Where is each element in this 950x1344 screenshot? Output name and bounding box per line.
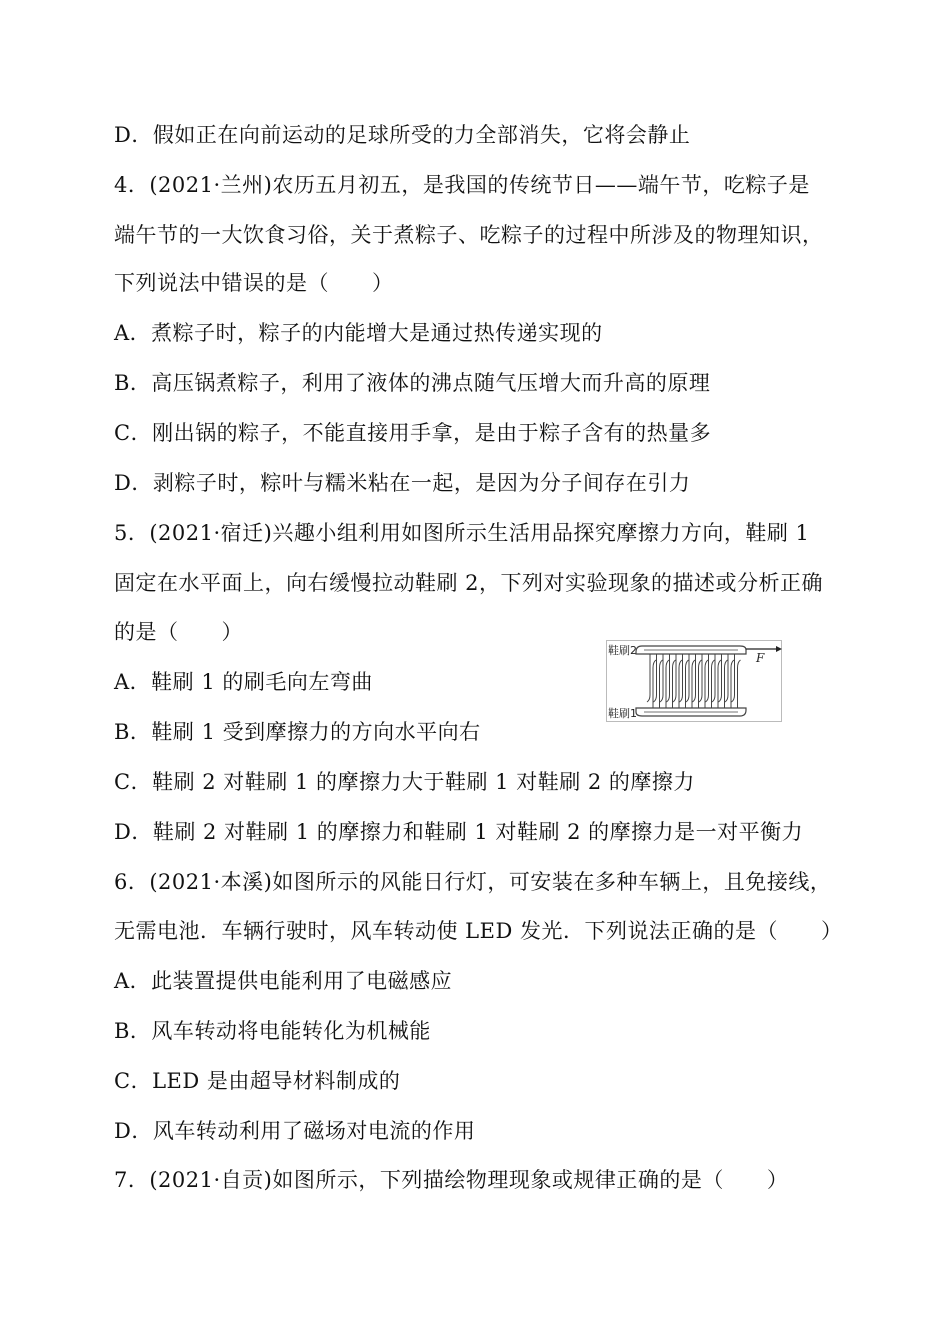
q5-stem-line-3: 的是（ ） bbox=[114, 620, 243, 644]
q6-option-b: B．风车转动将电能转化为机械能 bbox=[114, 1019, 431, 1043]
q4-stem-line-1: 4．(2021·兰州)农历五月初五，是我国的传统节日——端午节，吃粽子是 bbox=[114, 173, 810, 197]
q4-option-a: A．煮粽子时，粽子的内能增大是通过热传递实现的 bbox=[114, 321, 603, 345]
brush-2-label: 鞋刷2 bbox=[608, 644, 637, 657]
q6-option-d: D．风车转动利用了磁场对电流的作用 bbox=[114, 1119, 476, 1143]
q5-option-a: A．鞋刷 1 的刷毛向左弯曲 bbox=[114, 670, 373, 694]
q5-option-d: D．鞋刷 2 对鞋刷 1 的摩擦力和鞋刷 1 对鞋刷 2 的摩擦力是一对平衡力 bbox=[114, 820, 804, 844]
shoe-brush-figure bbox=[606, 640, 782, 722]
q5-option-c: C．鞋刷 2 对鞋刷 1 的摩擦力大于鞋刷 1 对鞋刷 2 的摩擦力 bbox=[114, 770, 695, 794]
q4-option-b: B．高压锅煮粽子，利用了液体的沸点随气压增大而升高的原理 bbox=[114, 371, 711, 395]
q5-stem-line-1: 5．(2021·宿迁)兴趣小组利用如图所示生活用品探究摩擦力方向，鞋刷 1 bbox=[114, 521, 810, 545]
q7-stem-line-1: 7．(2021·自贡)如图所示，下列描绘物理现象或规律正确的是（ ） bbox=[114, 1168, 789, 1192]
brush-1-label: 鞋刷1 bbox=[608, 707, 637, 720]
q4-option-d: D．剥粽子时，粽叶与糯米粘在一起，是因为分子间存在引力 bbox=[114, 471, 691, 495]
q3-option-d: D．假如正在向前运动的足球所受的力全部消失，它将会静止 bbox=[114, 123, 691, 147]
q5-option-b: B．鞋刷 1 受到摩擦力的方向水平向右 bbox=[114, 720, 481, 744]
q6-option-c: C．LED 是由超导材料制成的 bbox=[114, 1069, 401, 1093]
q6-stem-line-1: 6．(2021·本溪)如图所示的风能日行灯，可安装在多种车辆上，且免接线， bbox=[114, 870, 832, 894]
q4-stem-line-2: 端午节的一大饮食习俗，关于煮粽子、吃粽子的过程中所涉及的物理知识， bbox=[114, 223, 824, 247]
q6-stem-line-2: 无需电池．车辆行驶时，风车转动使 LED 发光．下列说法正确的是（ ） bbox=[114, 919, 843, 943]
q6-option-a: A．此装置提供电能利用了电磁感应 bbox=[114, 969, 453, 993]
q4-option-c: C．刚出锅的粽子，不能直接用手拿，是由于粽子含有的热量多 bbox=[114, 421, 712, 445]
force-label: F bbox=[756, 651, 765, 665]
q4-stem-line-3: 下列说法中错误的是（ ） bbox=[114, 271, 394, 295]
q5-stem-line-2: 固定在水平面上，向右缓慢拉动鞋刷 2，下列对实验现象的描述或分析正确 bbox=[114, 571, 824, 595]
